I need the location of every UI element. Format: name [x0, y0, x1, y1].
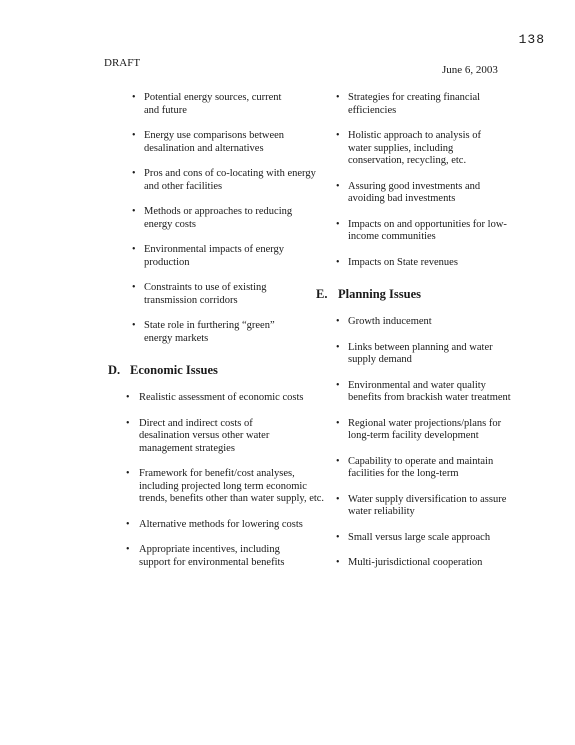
list-item-text: Environmental and water quality benefits from brackish water treatment: [348, 379, 511, 403]
list-item-text: Direct and indirect costs of desalination versus other water management strategies: [139, 417, 270, 454]
list-item: [104, 468, 325, 506]
draft-label: DRAFT: [104, 57, 141, 69]
bullet-icon: •: [132, 282, 136, 293]
document-date: June 6, 2003: [442, 64, 498, 76]
list-item-text: Regional water projections/plans for long-term facility development: [348, 417, 502, 441]
bullet-icon: •: [126, 468, 130, 479]
list-item-text: Links between planning and water supply demand: [348, 341, 493, 365]
bullet-icon: •: [336, 557, 340, 568]
list-item-text: Realistic assessment of economic costs: [139, 392, 304, 403]
list-item-text: Impacts on State revenues: [348, 256, 458, 268]
list-item: [316, 418, 516, 443]
list-item-text: Capability to operate and maintain facilities for the long-term: [348, 455, 494, 479]
list-item: [316, 181, 516, 206]
list-item: [316, 257, 516, 270]
bullet-icon: •: [132, 130, 136, 141]
bullet-icon: •: [336, 417, 340, 429]
list-item: [104, 282, 294, 307]
list-item: [316, 557, 516, 570]
bullet-icon: •: [126, 417, 130, 429]
list-item-text: Holistic approach to analysis of water supplies, including conservation, recycling, etc.: [348, 130, 481, 166]
list-item-text: Alternative methods for lowering costs: [139, 518, 303, 530]
list-item-text: Framework for benefit/cost analyses, including projected long term economic trends, benefits other than water supply, etc.: [139, 468, 325, 504]
bullet-icon: •: [336, 130, 340, 141]
page-number: 138: [518, 32, 545, 47]
list-item-text: Energy use comparisons between desalination and alternatives: [144, 130, 285, 154]
list-item: [104, 320, 294, 345]
bullet-icon: •: [336, 341, 340, 353]
list-item-text: Appropriate incentives, including support for environmental benefits: [139, 544, 285, 568]
section-heading-d: [104, 363, 314, 378]
list-item: [104, 418, 297, 456]
section-title: Economic Issues: [130, 363, 218, 377]
bullet-icon: •: [336, 531, 340, 543]
list-item-text: Potential energy sources, current and future: [144, 92, 282, 116]
list-item: [104, 206, 294, 231]
list-item-text: Environmental impacts of energy production: [144, 244, 285, 268]
list-item-text: Water supply diversification to assure water reliability: [348, 493, 507, 517]
list-item-text: Strategies for creating financial efficiencies: [348, 92, 481, 116]
list-item: [316, 92, 498, 117]
section-heading-e: [316, 287, 516, 302]
list-item: [104, 130, 330, 155]
list-item: [104, 544, 309, 569]
bullet-icon: •: [336, 218, 340, 230]
left-column: [104, 92, 325, 569]
bullet-icon: •: [336, 379, 340, 391]
list-item: [104, 168, 330, 193]
section-letter: D.: [108, 363, 121, 377]
list-item: [104, 519, 307, 532]
list-item: [316, 130, 506, 168]
list-item: [316, 494, 508, 519]
bullet-icon: •: [132, 206, 136, 217]
list-item: [316, 532, 498, 545]
list-item: [316, 342, 498, 367]
list-item-text: Multi-jurisdictional cooperation: [348, 557, 483, 568]
bullet-icon: •: [336, 180, 340, 192]
list-item-text: Methods or approaches to reducing energy costs: [144, 206, 293, 230]
list-item-text: Small versus large scale approach: [348, 531, 491, 543]
list-item: [316, 456, 508, 481]
bullet-icon: •: [132, 320, 136, 331]
bullet-icon: •: [336, 455, 340, 467]
list-item-text: Impacts on and opportunities for low-income communities: [348, 218, 507, 242]
bullet-icon: •: [336, 316, 340, 327]
list-item-text: Pros and cons of co-locating with energy and other facilities: [144, 168, 316, 192]
list-item: [104, 392, 319, 405]
list-item-text: Growth inducement: [348, 316, 432, 327]
bullet-icon: •: [336, 256, 340, 268]
section-title: Planning Issues: [338, 287, 422, 301]
list-item: [316, 219, 516, 244]
list-item: [316, 316, 516, 329]
bullet-icon: •: [336, 92, 340, 103]
section-letter: E.: [316, 287, 328, 301]
list-item-text: Assuring good investments and avoiding bad investments: [348, 180, 481, 204]
list-item: [104, 92, 294, 117]
bullet-icon: •: [126, 392, 130, 403]
bullet-icon: •: [132, 168, 136, 179]
bullet-icon: •: [336, 493, 340, 505]
list-item: [316, 380, 516, 405]
list-item: [104, 244, 306, 269]
list-item-text: State role in furthering “green” energy markets: [144, 320, 275, 344]
bullet-icon: •: [126, 518, 130, 530]
bullet-icon: •: [132, 92, 136, 103]
right-column: [316, 92, 516, 570]
bullet-icon: •: [132, 244, 136, 255]
list-item-text: Constraints to use of existing transmission corridors: [144, 282, 267, 306]
bullet-icon: •: [126, 544, 130, 555]
